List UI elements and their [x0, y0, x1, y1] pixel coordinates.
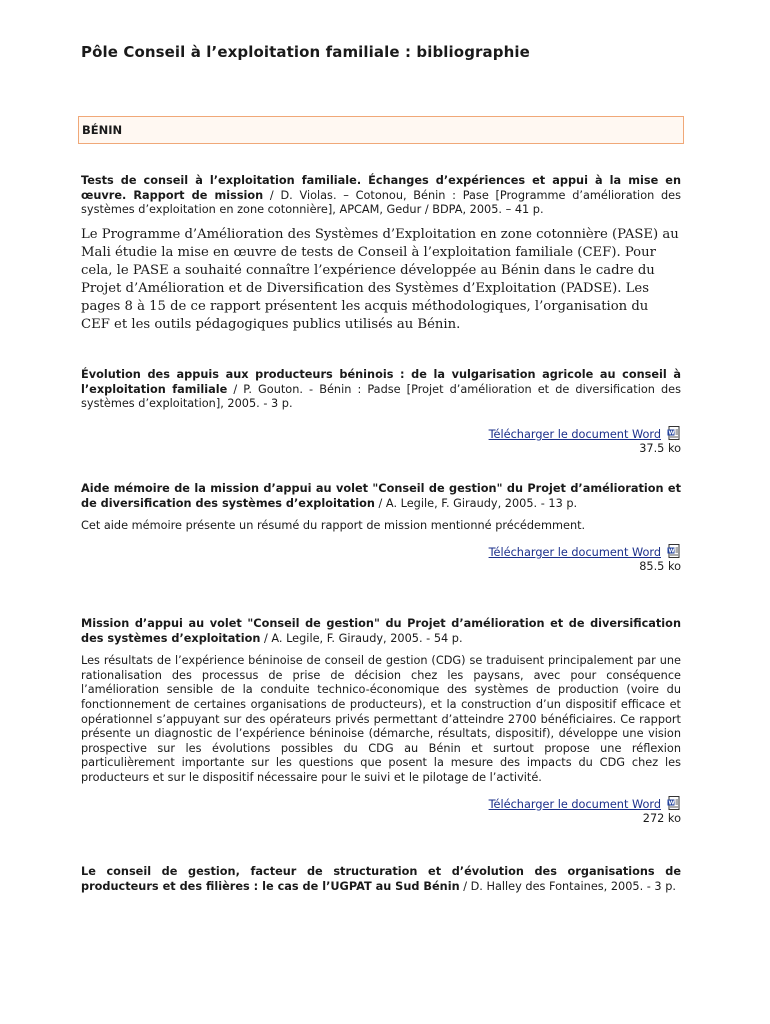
- bibliography-entry: [81, 368, 681, 457]
- entry-title: Évolution des appuis aux producteurs béninois : de la vulgarisation agricole au conseil à l’exploitation familiale: [81, 368, 681, 396]
- entry-meta: / A. Legile, F. Giraudy, 2005. - 13 p.: [374, 496, 578, 510]
- entry-description: Le Programme d’Amélioration des Systèmes d’Exploitation en zone cotonnière (PASE) au Mali étudie la mise en œuvre de tests de Conseil à l’exploitation familiale (CEF). Pour cela, le PASE a souhaité connaître l’expérience développée au Bénin dans le cadre du Projet d’Amélioration et de Diversification des Systèmes d’Exploitation (PADSE). Les pages 8 à 15 de ce rapport présentent les acquis méthodologiques, l’organisation du CEF et les outils pédagogiques publics utilisés au Bénin.: [81, 226, 679, 332]
- download-word-link[interactable]: Télécharger le document Word: [488, 797, 661, 811]
- download-block: [81, 428, 681, 457]
- entry-meta: / D. Violas. – Cotonou, Bénin : Pase [Programme d’amélioration des systèmes d’exploitation en zone cotonnière], APCAM, Gedur / BDPA, 2005. – 41 p.: [81, 188, 681, 217]
- entry-title: Mission d’appui au volet "Conseil de gestion" du Projet d’amélioration et de diversification des systèmes d’exploitation: [81, 617, 681, 645]
- entry-description: Les résultats de l’expérience béninoise de conseil de gestion (CDG) se traduisent principalement par une rationalisation des processus de prise de décision chez les paysans, avec pour conséquence l’amélioration sensible de la conduite technico-économique des systèmes de production (voire du fonctionnement de certaines organisations de producteurs), et la construction d’un dispositif efficace et opérationnel s’appuyant sur des opérateurs privés permettant d’atteindre 2700 bénéficiaires. Ce rapport présente un diagnostic de l’expérience béninoise (démarche, résultats, dispositif), développe une vision prospective sur les évolutions possibles du CDG au Bénin et surtout propose une réflexion particulièrement importante sur les questions que posent la mesure des impacts du CDG chez les producteurs et sur le dispositif nécessaire pour le suivi et le pilotage de l’activité.: [81, 654, 681, 784]
- entry-title: Aide mémoire de la mission d’appui au volet "Conseil de gestion" du Projet d’amélioration et de diversification des systèmes d’exploitation: [81, 482, 681, 510]
- bibliography-entry: [81, 482, 681, 575]
- entry-meta: / P. Gouton. - Bénin : Padse [Projet d’amélioration et de diversification des systèmes d’exploitation], 2005. - 3 p.: [81, 382, 682, 411]
- svg-text:W: W: [668, 430, 675, 437]
- entry-citation: [81, 617, 681, 646]
- download-block: [81, 546, 681, 575]
- download-word-link[interactable]: Télécharger le document Word: [488, 545, 661, 559]
- bibliography-entry: [81, 617, 681, 827]
- file-size: 37.5 ko: [639, 442, 681, 456]
- country-label: BÉNIN: [82, 123, 123, 137]
- bibliography-entry: [81, 865, 681, 894]
- entry-meta: / A. Legile, F. Giraudy, 2005. - 54 p.: [260, 631, 463, 645]
- entry-citation: [81, 865, 681, 894]
- download-word-link[interactable]: Télécharger le document Word: [488, 427, 661, 441]
- entry-title: Le conseil de gestion, facteur de structuration et d’évolution des organisations de producteurs et des filières : le cas de l’UGPAT au Sud Bénin: [81, 865, 681, 893]
- entry-meta: / D. Halley des Fontaines, 2005. - 3 p.: [459, 879, 676, 893]
- entry-citation: [81, 482, 681, 511]
- svg-text:W: W: [668, 800, 675, 807]
- page-title: Pôle Conseil à l’exploitation familiale : bibliographie: [81, 43, 530, 61]
- word-document-icon[interactable]: [667, 544, 681, 558]
- download-block: [81, 798, 681, 827]
- entry-citation: [81, 368, 681, 412]
- entry-citation: [81, 174, 681, 218]
- file-size: 85.5 ko: [639, 560, 681, 574]
- word-document-icon[interactable]: [667, 426, 681, 440]
- file-size: 272 ko: [642, 812, 681, 826]
- bibliography-entry: [81, 174, 681, 334]
- svg-text:W: W: [668, 548, 675, 555]
- word-document-icon[interactable]: [667, 796, 681, 810]
- entry-description: Cet aide mémoire présente un résumé du rapport de mission mentionné précédemment.: [81, 519, 586, 533]
- entry-title: Tests de conseil à l’exploitation familiale. Échanges d’expériences et appui à la mise en œuvre. Rapport de mission: [81, 174, 681, 202]
- country-header: [78, 116, 684, 144]
